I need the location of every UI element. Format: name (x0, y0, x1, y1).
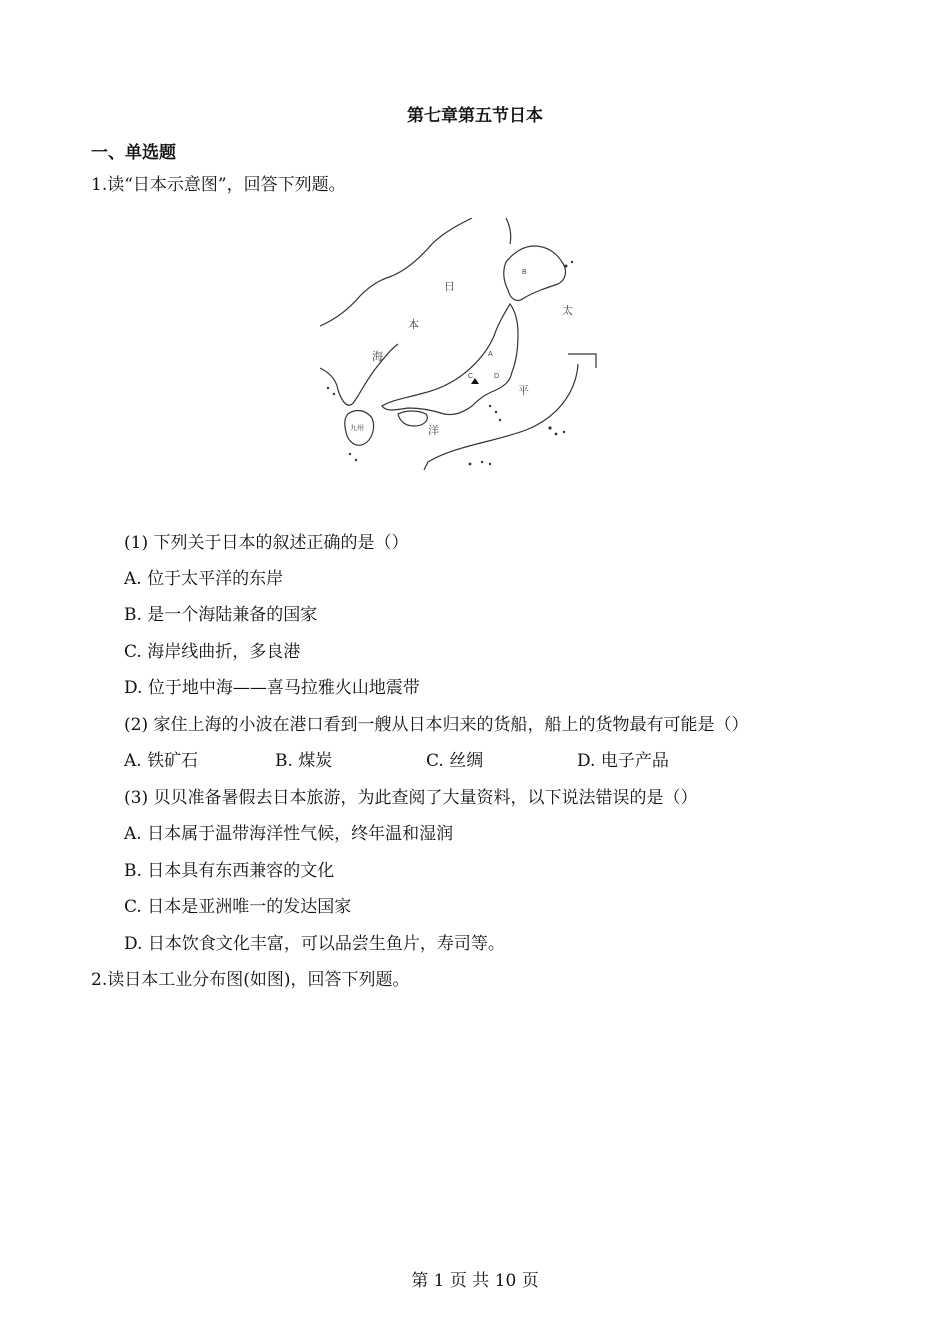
shikoku-outline (398, 411, 427, 426)
subquestion-3-option-d[interactable]: D. 日本饮食文化丰富，可以品尝生鱼片，寿司等。 (124, 934, 505, 954)
hokkaido-outline (504, 246, 566, 300)
boundary-line (424, 364, 578, 470)
sakhalin-coast (506, 218, 511, 244)
page-footer: 第 1 页 共 10 页 (411, 1271, 539, 1291)
map-label-ping: 平 (518, 385, 529, 397)
map-label-a: A (488, 351, 493, 358)
japan-map (320, 218, 600, 470)
subquestion-1-option-c[interactable]: C. 海岸线曲折，多良港 (124, 642, 301, 662)
subquestion-1-option-d[interactable]: D. 位于地中海——喜马拉雅火山地震带 (124, 678, 420, 698)
subquestion-2-option-c[interactable]: C. 丝绸 (426, 751, 484, 771)
map-label-ben: 本 (408, 319, 419, 331)
page-title: 第七章第五节日本 (407, 106, 543, 126)
map-label-yang: 洋 (428, 425, 439, 437)
section-heading: 一、单选题 (91, 143, 176, 163)
subquestion-2-stem: (2) 家住上海的小波在港口看到一艘从日本归来的货船，船上的货物最有可能是（） (124, 715, 749, 735)
map-label-kyushu: 九州 (350, 425, 364, 432)
korea-coast (320, 344, 398, 405)
subquestion-3-option-c[interactable]: C. 日本是亚洲唯一的发达国家 (124, 897, 352, 917)
subquestion-2-option-a[interactable]: A. 铁矿石 (124, 751, 199, 771)
subquestion-3-stem: (3) 贝贝准备暑假去日本旅游，为此查阅了大量资料，以下说法错误的是（） (124, 788, 698, 808)
subquestion-2-option-d[interactable]: D. 电子产品 (577, 751, 669, 771)
map-label-ri: 日 (444, 281, 455, 293)
subquestion-3-option-b[interactable]: B. 日本具有东西兼容的文化 (124, 861, 335, 881)
map-label-d: D (494, 373, 500, 380)
map-label-tai: 太 (562, 305, 573, 317)
question-2-stem: 2.读日本工业分布图(如图)，回答下列题。 (91, 970, 410, 990)
boundary-line-ne (568, 354, 596, 368)
question-1-stem: 1.读“日本示意图”，回答下列题。 (91, 175, 346, 195)
map-label-hai: 海 (372, 351, 383, 363)
subquestion-3-option-a[interactable]: A. 日本属于温带海洋性气候，终年温和湿润 (124, 824, 454, 844)
mainland-coast (320, 218, 472, 326)
subquestion-1-option-a[interactable]: A. 位于太平洋的东岸 (124, 569, 284, 589)
subquestion-1-option-b[interactable]: B. 是一个海陆兼备的国家 (124, 605, 318, 625)
subquestion-1-stem: (1) 下列关于日本的叙述正确的是（） (124, 533, 409, 553)
map-label-c: C (468, 373, 474, 380)
honshu-outline (382, 304, 518, 415)
map-label-b: B (522, 269, 527, 276)
subquestion-2-option-b[interactable]: B. 煤炭 (275, 751, 333, 771)
